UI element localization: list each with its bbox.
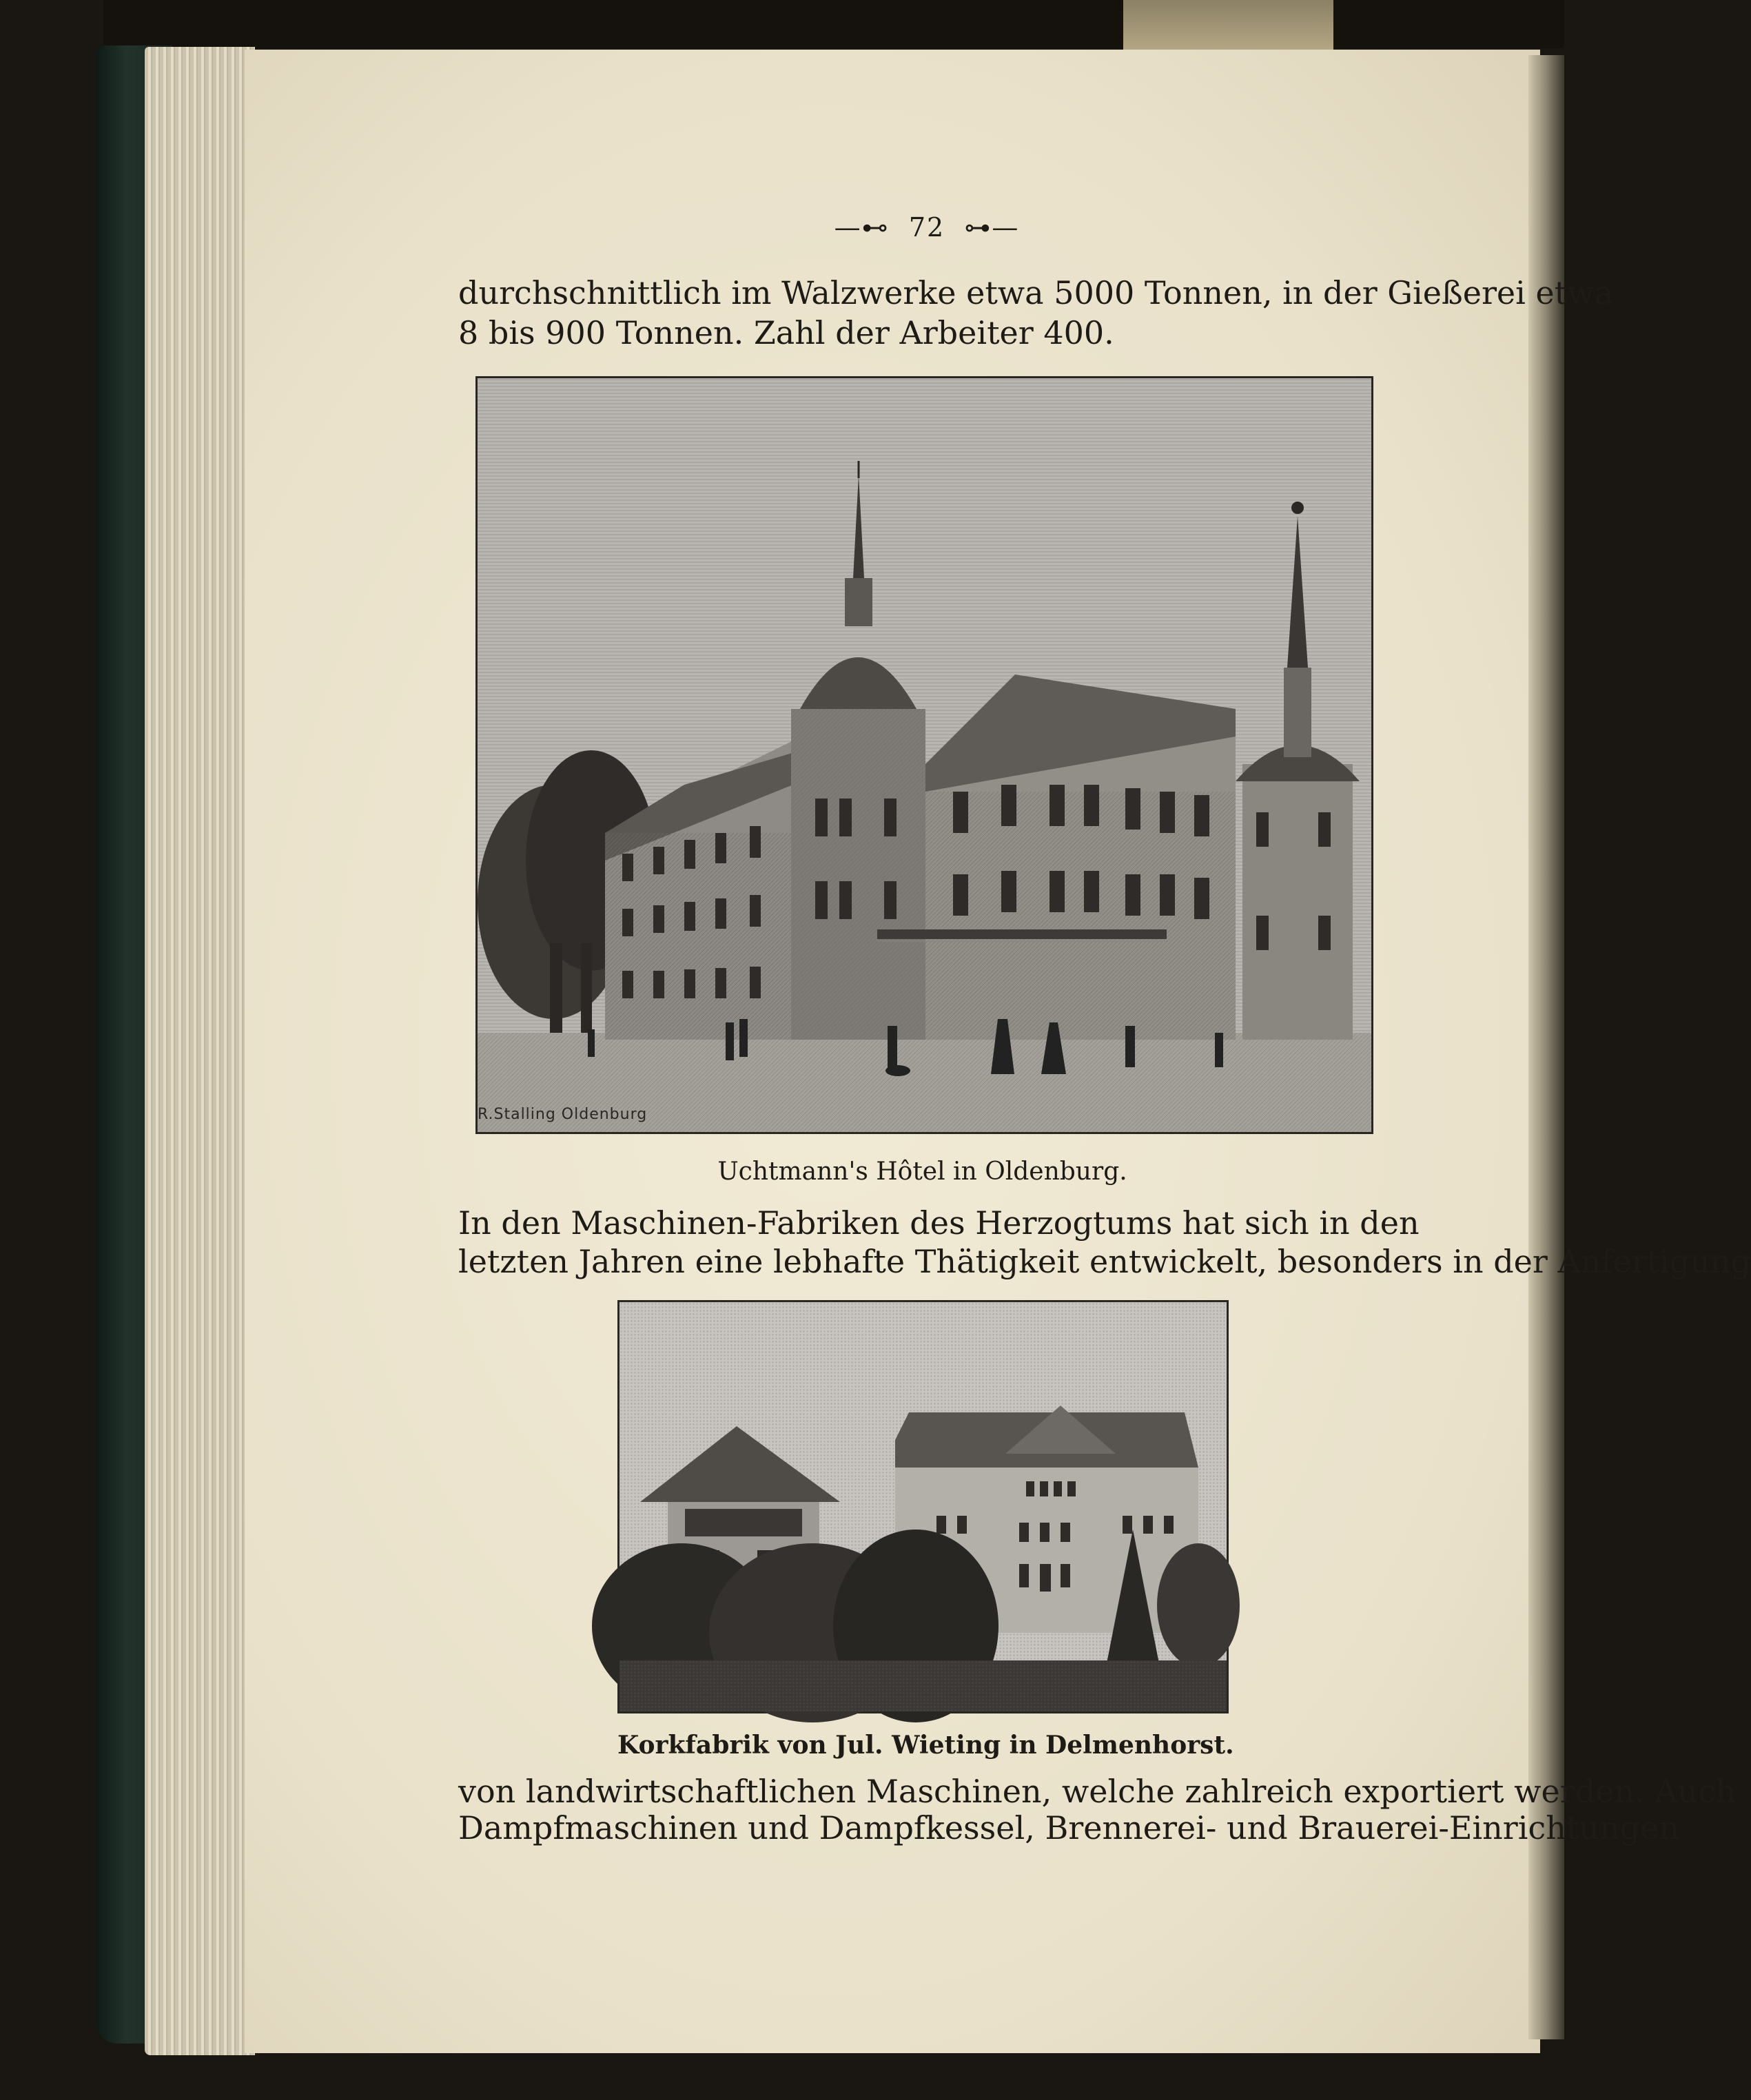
text-line: 8 bis 900 Tonnen. Zahl der Arbeiter 400. <box>458 314 1114 351</box>
text-line: In den Maschinen-Fabriken des Herzogtums hat sich in den <box>458 1204 1420 1242</box>
page-number: 72 <box>908 212 945 243</box>
page-number-decor-left: —⊷ <box>834 212 890 243</box>
hotel-illustration <box>475 376 1373 1134</box>
page-number-decor-right: ⊶— <box>964 212 1020 243</box>
factory-caption: Korkfabrik von Jul. Wieting in Delmenhorst. <box>617 1731 1234 1760</box>
page-number-row <box>799 212 1054 243</box>
engraver-signature: R.Stalling Oldenburg <box>478 1106 648 1123</box>
factory-image <box>619 1302 1227 1711</box>
text-line: durchschnittlich im Walzwerke etwa 5000 Tonnen, in der Gießerei etwa <box>458 274 1613 311</box>
hotel-caption: Uchtmann's Hôtel in Oldenburg. <box>717 1157 1127 1186</box>
text-line: letzten Jahren eine lebhafte Thätigkeit entwickelt, besonders in der Anfertigung <box>458 1243 1751 1280</box>
factory-photograph <box>617 1300 1229 1713</box>
text-line: Dampfmaschinen und Dampfkessel, Brennerei- und Brauerei-Einrichtungen <box>458 1809 1679 1846</box>
hotel-engraving <box>478 378 1371 1132</box>
text-line: von landwirtschaftlichen Maschinen, welche zahlreich exportiert werden. Auch <box>458 1773 1737 1810</box>
